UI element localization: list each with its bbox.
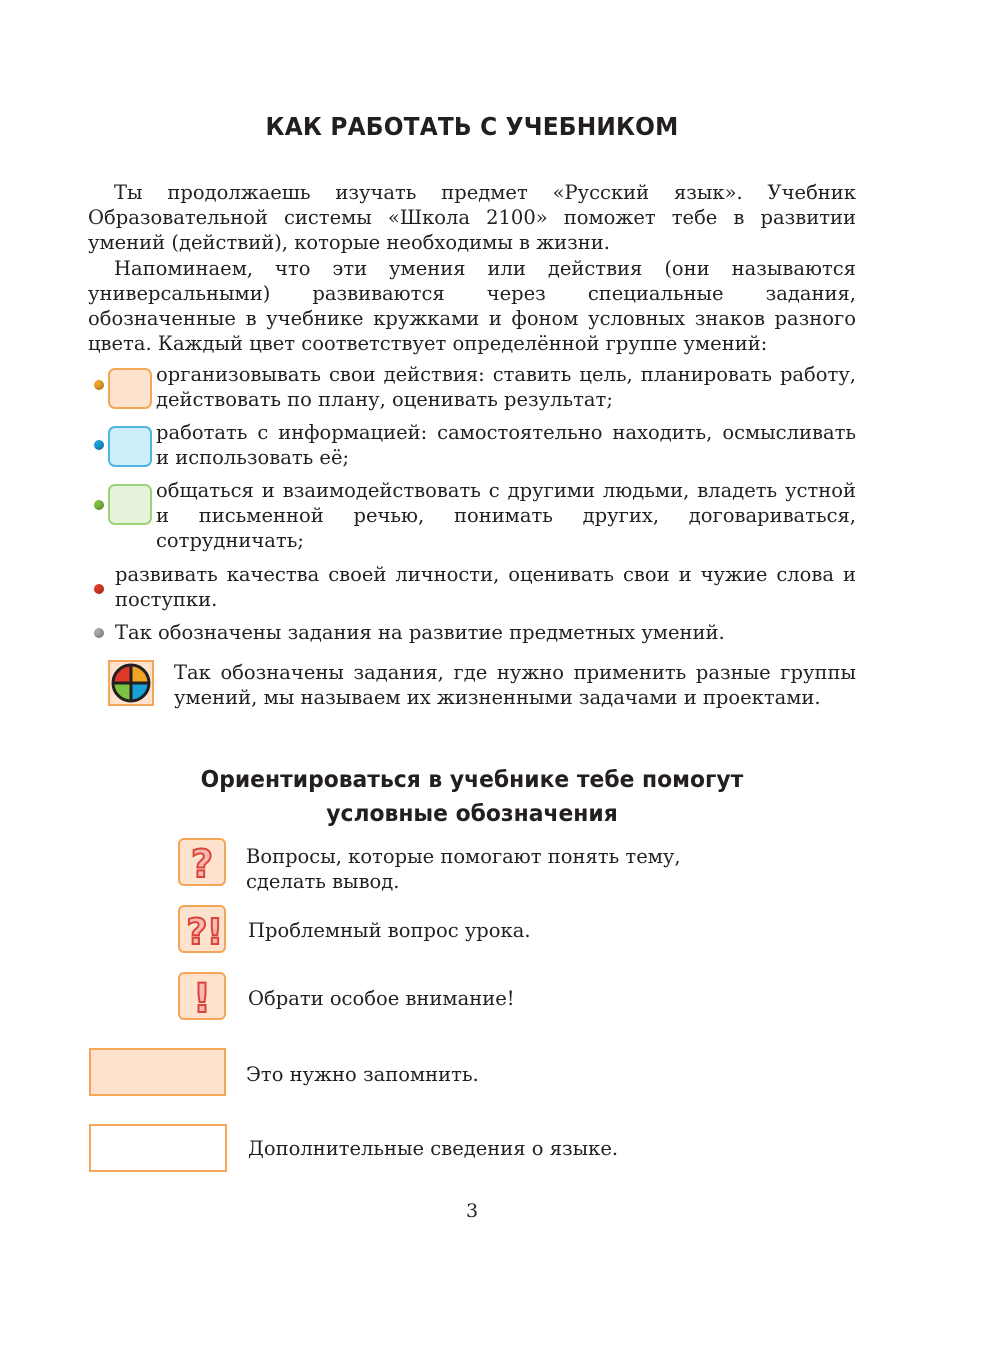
legend-heading-line-2: условные обозначения — [326, 799, 618, 827]
orange-background-icon — [108, 368, 152, 409]
intro-paragraph-1: Ты продолжаешь изучать предмет «Русский язык». Учебник Образовательной системы «Школа 2100» поможет тебе в развитии умений (действий), которые необходимы в жизни. — [88, 181, 856, 254]
blue-background-icon — [108, 426, 152, 467]
four-color-circle-icon — [108, 660, 154, 706]
life-tasks-text: Так обозначены задания, где нужно применить разные группы умений, мы называем их жизненными задачами и проектами. — [174, 661, 856, 709]
grey-dot-icon — [94, 628, 104, 638]
remember-box-icon — [89, 1048, 226, 1096]
question-exclamation-icon — [178, 905, 226, 953]
questions-text-line-1: Вопросы, которые помогают понять тему, — [246, 845, 681, 868]
orange-dot-icon — [94, 380, 104, 390]
legend-heading-line-1: Ориентироваться в учебнике тебе помогут — [200, 765, 744, 793]
questions-text — [246, 844, 681, 894]
skill-text: развивать качества своей личности, оценивать свои и чужие слова и поступки. — [115, 563, 856, 611]
svg-text:!: ! — [192, 976, 212, 1016]
skill-text: организовывать свои действия: ставить цель, планировать работу, действовать по плану, оценивать результат; — [156, 363, 856, 411]
skill-text: общаться и взаимодействовать с другими людьми, владеть устной и письменной речью, понимать других, договариваться, сотрудничать; — [156, 479, 856, 552]
questions-text-line-2: сделать вывод. — [246, 870, 400, 893]
red-dot-icon — [94, 584, 104, 594]
page-title: КАК РАБОТАТЬ С УЧЕБНИКОМ — [265, 112, 679, 141]
svg-text:!: ! — [206, 912, 224, 949]
exclamation-icon — [178, 972, 226, 1020]
extra-info-box-icon — [89, 1124, 227, 1172]
remember-text: Это нужно запомнить. — [246, 1063, 479, 1086]
question-mark-icon — [178, 838, 226, 886]
green-dot-icon — [94, 500, 104, 510]
green-background-icon — [108, 484, 152, 525]
svg-text:?: ? — [190, 842, 214, 882]
attention-text: Обрати особое внимание! — [248, 987, 515, 1010]
page-number: 3 — [465, 1200, 479, 1222]
skill-text: Так обозначены задания на развитие предметных умений. — [115, 621, 725, 644]
blue-dot-icon — [94, 440, 104, 450]
problem-text: Проблемный вопрос урока. — [248, 919, 531, 942]
svg-text:?: ? — [186, 912, 208, 949]
extra-info-text: Дополнительные сведения о языке. — [248, 1137, 619, 1160]
legend-heading — [33, 762, 911, 830]
intro-paragraph-2: Напоминаем, что эти умения или действия (они называются универсальными) развиваются через специальные задания, обозначенные в учебнике кружками и фоном условных знаков разного цвета. Каждый цвет соответствует определённой группе умений: — [88, 257, 856, 355]
skill-text: работать с информацией: самостоятельно находить, осмысливать и использовать её; — [156, 421, 856, 469]
